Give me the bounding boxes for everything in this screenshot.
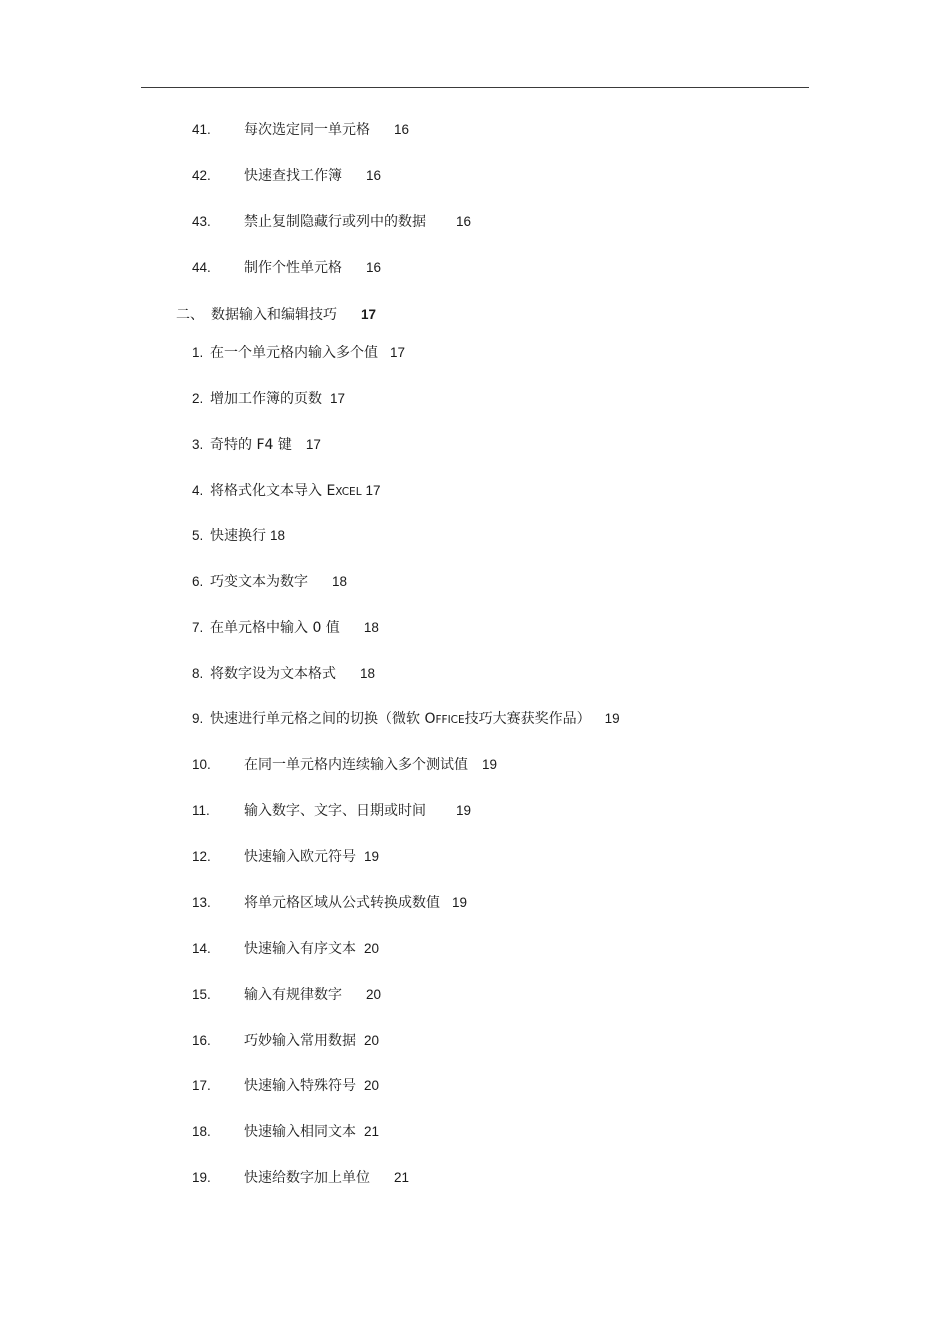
- toc-entry-title: 输入数字、文字、日期或时间: [244, 803, 426, 819]
- toc-entry-page: 17: [365, 483, 381, 498]
- toc-entry-title: 制作个性单元格: [244, 260, 342, 276]
- toc-section-number: 二、: [176, 306, 204, 322]
- toc-entry[interactable]: [192, 617, 379, 639]
- toc-entry-title: 每次选定同一单元格: [244, 122, 370, 138]
- toc-entry-number: 42.: [192, 168, 211, 183]
- toc-entry-page: 19: [364, 849, 380, 864]
- toc-entry-page: 17: [390, 345, 406, 360]
- toc-entry-number: 2.: [192, 391, 204, 406]
- toc-entry-page: 18: [363, 620, 379, 635]
- toc-entry[interactable]: [192, 1030, 379, 1052]
- toc-entry-title-smallcaps: FFICE: [435, 714, 465, 726]
- toc-entry-page: 16: [394, 122, 410, 137]
- toc-entry[interactable]: [192, 892, 467, 914]
- toc-entry[interactable]: [192, 1075, 379, 1097]
- toc-entry-number: 4.: [192, 483, 204, 498]
- toc-entry-title: 巧妙输入常用数据: [244, 1033, 356, 1049]
- toc-entry-title: 快速换行: [210, 528, 266, 544]
- toc-entry-title: 输入有规律数字: [244, 987, 342, 1003]
- toc-section-heading[interactable]: [176, 303, 376, 325]
- toc-entry-number: 12.: [192, 849, 211, 864]
- toc-entry-page: 16: [456, 214, 472, 229]
- toc-entry-number: 17.: [192, 1078, 211, 1093]
- toc-entry-page: 16: [366, 168, 382, 183]
- toc-entry-title: 快速给数字加上单位: [244, 1170, 370, 1186]
- toc-entry-page: 16: [366, 260, 382, 275]
- toc-entry-title: 快速输入相同文本: [244, 1124, 356, 1140]
- toc-entry-number: 1.: [192, 345, 204, 360]
- toc-entry[interactable]: [192, 211, 471, 233]
- toc-entry-number: 19.: [192, 1170, 211, 1185]
- toc-entry-number: 14.: [192, 941, 211, 956]
- toc-entry-title: 奇特的 F4 键: [210, 437, 292, 453]
- toc-entry[interactable]: [192, 984, 381, 1006]
- toc-entry-page: 18: [270, 528, 286, 543]
- toc-entry[interactable]: [192, 388, 345, 410]
- toc-entry[interactable]: [192, 708, 620, 730]
- toc-entry-page: 19: [604, 711, 620, 726]
- toc-entry-title: 快速查找工作簿: [244, 168, 342, 184]
- toc-entry-page: 19: [452, 895, 468, 910]
- toc-entry-title: 在一个单元格内输入多个值: [210, 345, 378, 361]
- toc-entry-page: 17: [330, 391, 346, 406]
- toc-entry-page: 20: [364, 1033, 380, 1048]
- toc-entry-number: 44.: [192, 260, 211, 275]
- toc-entry[interactable]: [192, 1121, 379, 1143]
- toc-entry[interactable]: [192, 754, 497, 776]
- toc-entry-title: 将单元格区域从公式转换成数值: [244, 895, 440, 911]
- toc-entry-title: 巧变文本为数字: [210, 574, 308, 590]
- toc-entry[interactable]: [192, 257, 381, 279]
- toc-entry[interactable]: [192, 571, 347, 593]
- toc-entry-page: 18: [360, 666, 376, 681]
- toc-entry-title: 在单元格中输入 0 值: [210, 620, 340, 636]
- toc-entry-page: 18: [332, 574, 348, 589]
- toc-section-page: 17: [361, 307, 377, 322]
- toc-entry-page: 19: [456, 803, 472, 818]
- toc-entry[interactable]: [192, 119, 409, 141]
- toc-entry-page: 20: [366, 987, 382, 1002]
- toc-entry-title: 禁止复制隐藏行或列中的数据: [244, 214, 426, 230]
- toc-entry-title: 增加工作簿的页数: [210, 391, 322, 407]
- toc-entry-number: 3.: [192, 437, 204, 452]
- toc-entry-number: 41.: [192, 122, 211, 137]
- toc-entry-page: 20: [364, 1078, 380, 1093]
- toc-entry-number: 18.: [192, 1124, 211, 1139]
- toc-entry[interactable]: [192, 846, 379, 868]
- toc-entry-page: 19: [482, 757, 498, 772]
- toc-entry[interactable]: [192, 165, 381, 187]
- toc-entry[interactable]: [192, 434, 321, 456]
- toc-entry[interactable]: [192, 480, 381, 502]
- toc-entry-title: 快速进行单元格之间的切换（微软 O: [210, 711, 436, 727]
- toc-entry-page: 17: [305, 437, 321, 452]
- toc-entry-page: 20: [364, 941, 380, 956]
- toc-entry-title-smallcaps: XCEL: [335, 486, 362, 498]
- toc-entry-number: 15.: [192, 987, 211, 1002]
- toc-entry[interactable]: [192, 525, 285, 547]
- toc-entry-number: 5.: [192, 528, 204, 543]
- toc-entry[interactable]: [192, 938, 379, 960]
- toc-entry-number: 7.: [192, 620, 204, 635]
- toc-entry-number: 8.: [192, 666, 204, 681]
- toc-entry-title: 快速输入有序文本: [244, 941, 356, 957]
- toc-entry[interactable]: [192, 342, 405, 364]
- toc-entry-number: 16.: [192, 1033, 211, 1048]
- toc-entry[interactable]: [192, 663, 375, 685]
- toc-section-title: 数据输入和编辑技巧: [211, 307, 337, 323]
- toc-entry-title-suffix: 技巧大赛获奖作品）: [464, 711, 591, 727]
- toc-entry-number: 11.: [192, 803, 210, 818]
- toc-entry-number: 9.: [192, 711, 204, 726]
- toc-entry-page: 21: [394, 1170, 410, 1185]
- toc-entry[interactable]: [192, 800, 471, 822]
- toc-entry-title: 快速输入特殊符号: [244, 1078, 356, 1094]
- toc-entry-page: 21: [364, 1124, 380, 1139]
- toc-entry-title: 在同一单元格内连续输入多个测试值: [244, 757, 468, 773]
- toc-entry-number: 43.: [192, 214, 211, 229]
- toc-entry-number: 10.: [192, 757, 211, 772]
- toc-entry-number: 6.: [192, 574, 204, 589]
- toc-entry-number: 13.: [192, 895, 211, 910]
- toc-entry-title: 将格式化文本导入 E: [210, 483, 336, 499]
- toc-entry[interactable]: [192, 1167, 409, 1189]
- toc-entry-title: 将数字设为文本格式: [210, 666, 336, 682]
- toc-entry-title: 快速输入欧元符号: [244, 849, 356, 865]
